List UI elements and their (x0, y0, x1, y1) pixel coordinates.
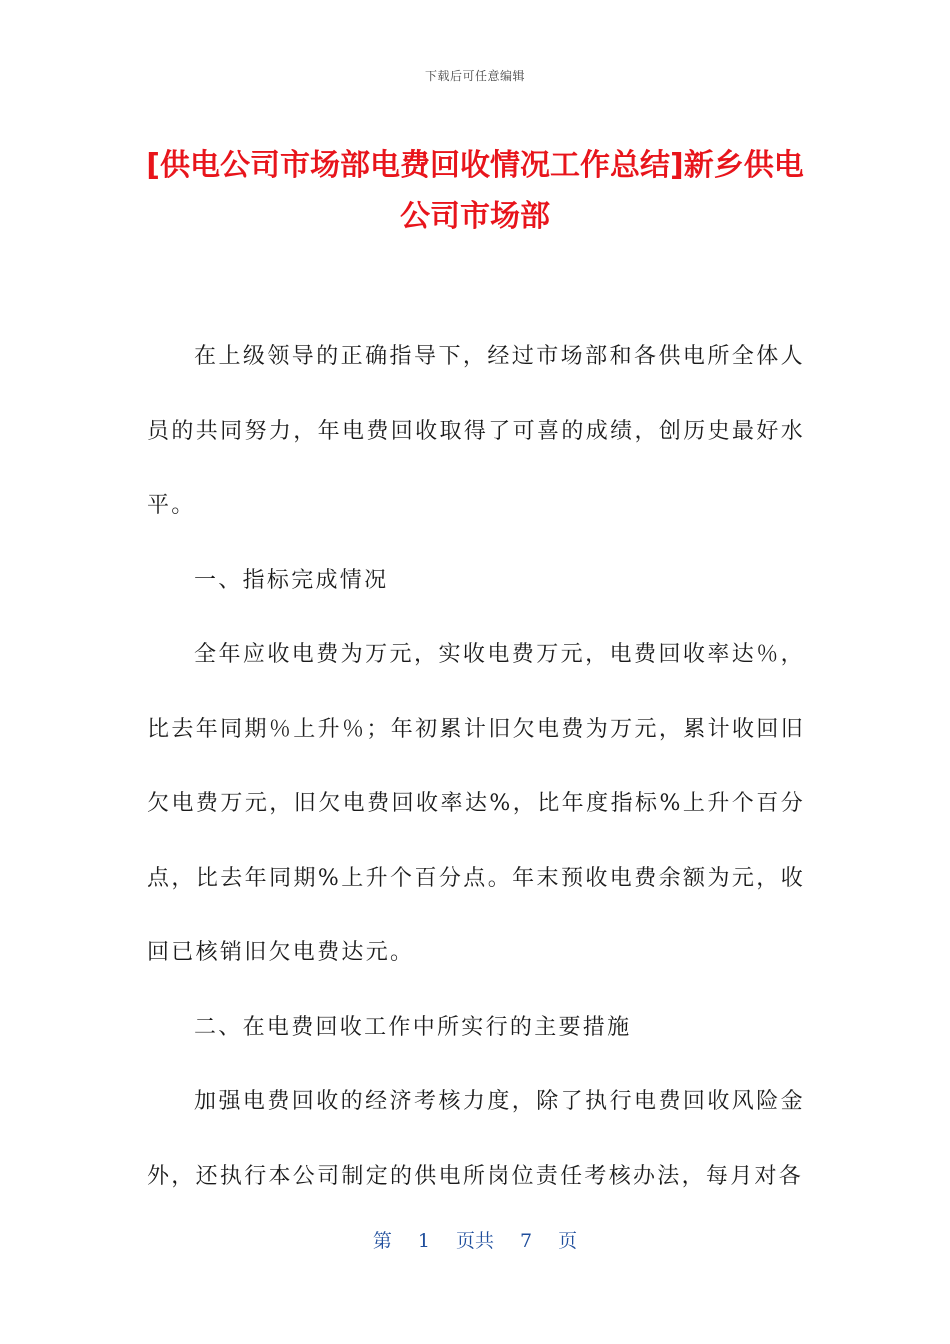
page-footer (0, 1226, 950, 1253)
page-suffix: 页 (558, 1230, 578, 1252)
page-middle: 页共 (455, 1230, 494, 1252)
page-current-number: 1 (417, 1230, 430, 1252)
document-body (147, 320, 805, 1214)
section-heading-2: 二、在电费回收工作中所实行的主要措施 (194, 1014, 632, 1040)
page-total-number: 7 (520, 1230, 533, 1252)
paragraph-intro: 在上级领导的正确指导下，经过市场部和各供电所全体人员的共同努力，年电费回收取得了可喜的成绩，创历史最好水平。 (147, 344, 805, 518)
paragraph-indicators: 全年应收电费为万元，实收电费万元，电费回收率达％，比去年同期％上升％；年初累计旧欠电费为万元，累计收回旧欠电费万元，旧欠电费回收率达%，比年度指标%上升个百分点，比去年同期%上升个百分点。年末预收电费余额为元，收回已核销旧欠电费达元。 (147, 642, 805, 965)
document-title: [供电公司市场部电费回收情况工作总结]新乡供电公司市场部 (146, 148, 804, 234)
paragraph-measures: 加强电费回收的经济考核力度，除了执行电费回收风险金外，还执行本公司制定的供电所岗位责任考核办法，每月对各 (147, 1089, 805, 1189)
header-note: 下载后可任意编辑 (424, 69, 525, 83)
section-heading-1: 一、指标完成情况 (194, 567, 389, 593)
page-prefix: 第 (372, 1230, 392, 1252)
